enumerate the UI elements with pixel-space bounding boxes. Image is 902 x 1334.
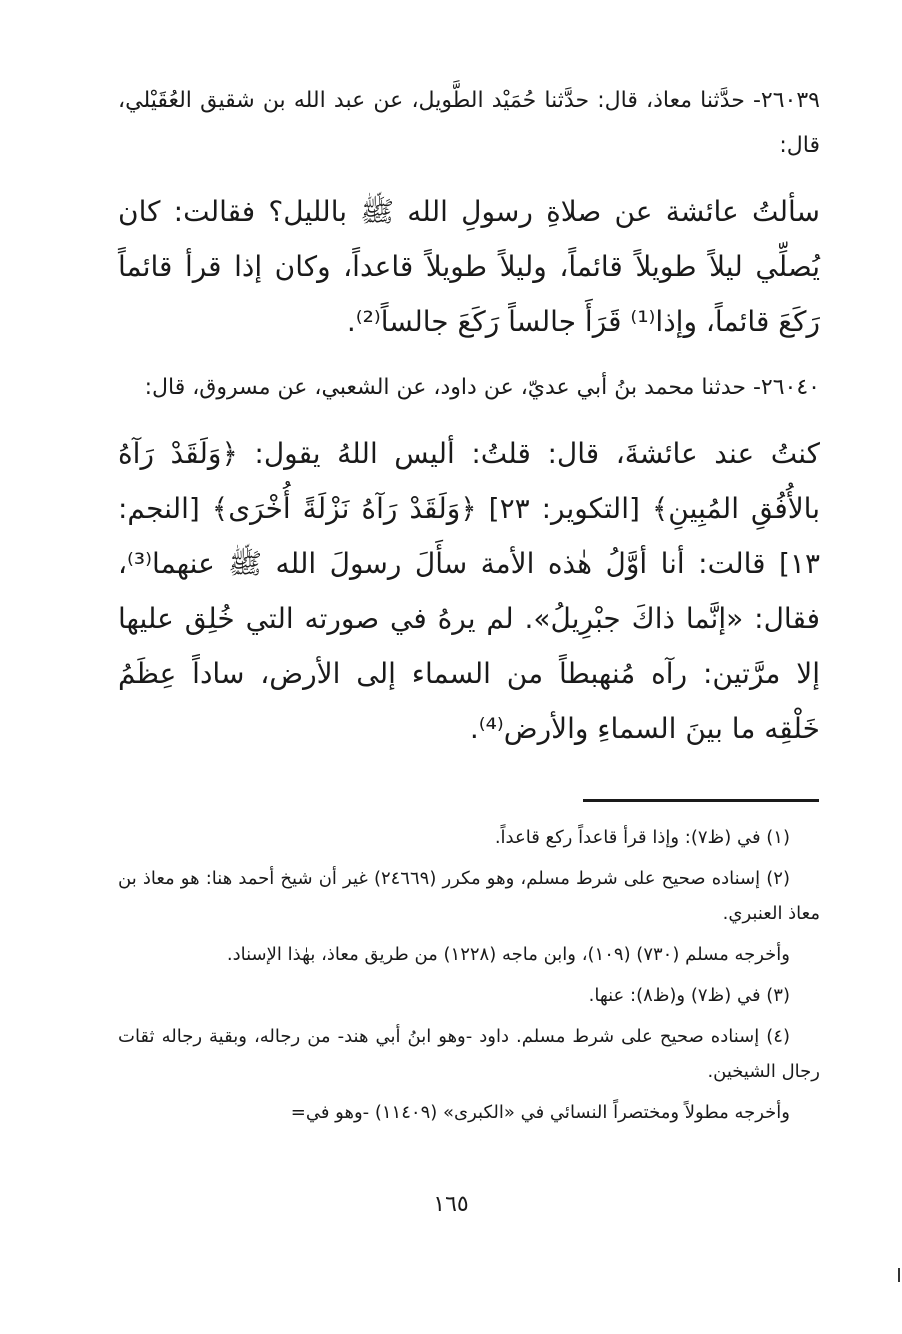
hadith-26039-isnad: ٢٦٠٣٩- حدَّثنا معاذ، قال: حدَّثنا حُمَيْد الطَّويل، عن عبد الله بن شقيق العُقَيْلي، قال: [118, 88, 820, 158]
footnote-3: (٣) في (ظ٧) و(ظ٨): عنها. [588, 985, 790, 1006]
hadith-26040-matn: كنتُ عند عائشةَ، قال: قلتُ: أليس اللهُ يقول: ﴿وَلَقَدْ رَآهُ بالأُفُقِ المُبِينِ﴾ [التكوير: ٢٣] ﴿وَلَقَدْ رَآهُ نَزْلَةً أُخْرَى﴾ [النجم: ١٣] قالت: أنا أوَّلُ هٰذه الأمة سأَلَ رسولَ الله ﷺ عنهما⁽³⁾، فقال: «إنَّما ذاكَ جبْرِيلُ». لم يرهُ في صورته التي خُلِق عليها إلا مرَّتين: رآه مُنهبطاً من السماء إلى الأرض، ساداً عِظَمُ خَلْقِه ما بينَ السماءِ والأرض⁽⁴⁾. [118, 437, 820, 745]
footnote-2: (٢) إسناده صحيح على شرط مسلم، وهو مكرر (٢٤٦٦٩) غير أن شيخ أحمد هنا: هو معاذ بن معاذ العنبري. [118, 868, 820, 924]
footnote-2-continued: وأخرجه مسلم (٧٣٠) (١٠٩)، وابن ماجه (١٢٢٨) من طريق معاذ، بهٰذا الإسناد. [226, 944, 790, 965]
page-number: ١٦٥ [433, 1192, 469, 1217]
hadith-26039-matn: سألتُ عائشة عن صلاةِ رسولِ الله ﷺ بالليل؟ فقالت: كان يُصلِّي ليلاً طويلاً قائماً، وليلاً طويلاً قاعداً، وكان إذا قرأ قائماً رَكَعَ قائماً، وإذا⁽¹⁾ قَرَأَ جالساً رَكَعَ جالساً⁽²⁾. [118, 195, 820, 338]
page-body [118, 78, 820, 772]
footnote-1: (١) في (ظ٧): وإذا قرأ قاعداً ركع قاعداً. [494, 827, 790, 848]
footnote-4: (٤) إسناده صحيح على شرط مسلم. داود -وهو ابنُ أبي هند- من رجاله، وبقية رجاله ثقات رجال الشيخين. [118, 1026, 820, 1082]
footnote-divider [583, 799, 819, 802]
scan-edge-mark [898, 1268, 900, 1282]
footnotes [118, 820, 820, 1136]
footnote-4-continued: وأخرجه مطولاً ومختصراً النسائي في «الكبرى» (١١٤٠٩) -وهو في= [290, 1102, 790, 1123]
hadith-26040-isnad: ٢٦٠٤٠- حدثنا محمد بنُ أبي عديّ، عن داود، عن الشعبي، عن مسروق، قال: [144, 375, 820, 400]
